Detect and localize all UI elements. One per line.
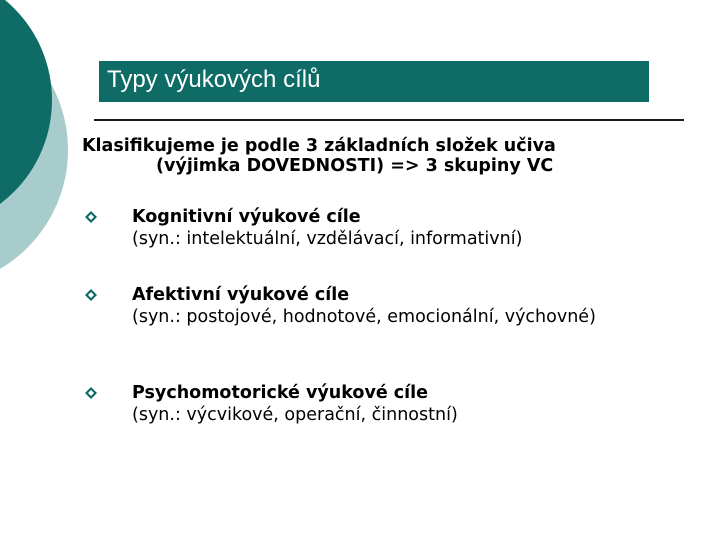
list-item-body — [132, 284, 692, 328]
diamond-bullet-icon — [84, 288, 98, 302]
list-item-body — [132, 206, 692, 250]
list-item-desc: (syn.: výcvikové, operační, činnostní) — [132, 405, 458, 425]
list-item-title: Kognitivní výukové cíle — [132, 207, 361, 227]
decorative-circles — [0, 0, 90, 300]
diamond-bullet-icon — [84, 386, 98, 400]
diamond-bullet-icon — [84, 210, 98, 224]
list-item-body — [132, 382, 692, 426]
list-item-title: Psychomotorické výukové cíle — [132, 383, 429, 403]
title-bar — [99, 61, 649, 102]
list-item-desc: (syn.: intelektuální, vzdělávací, informativní) — [132, 229, 523, 249]
list-item-desc: (syn.: postojové, hodnotové, emocionální, výchovné) — [132, 307, 596, 327]
slide-title: Typy výukových cílů — [107, 66, 321, 93]
intro-text — [82, 136, 692, 176]
title-divider — [94, 119, 684, 121]
list-item-title: Afektivní výukové cíle — [132, 285, 350, 305]
intro-line-2: (výjimka DOVEDNOSTI) => 3 skupiny VC — [156, 156, 554, 176]
intro-line-1: Klasifikujeme je podle 3 základních složek učiva — [82, 136, 556, 156]
